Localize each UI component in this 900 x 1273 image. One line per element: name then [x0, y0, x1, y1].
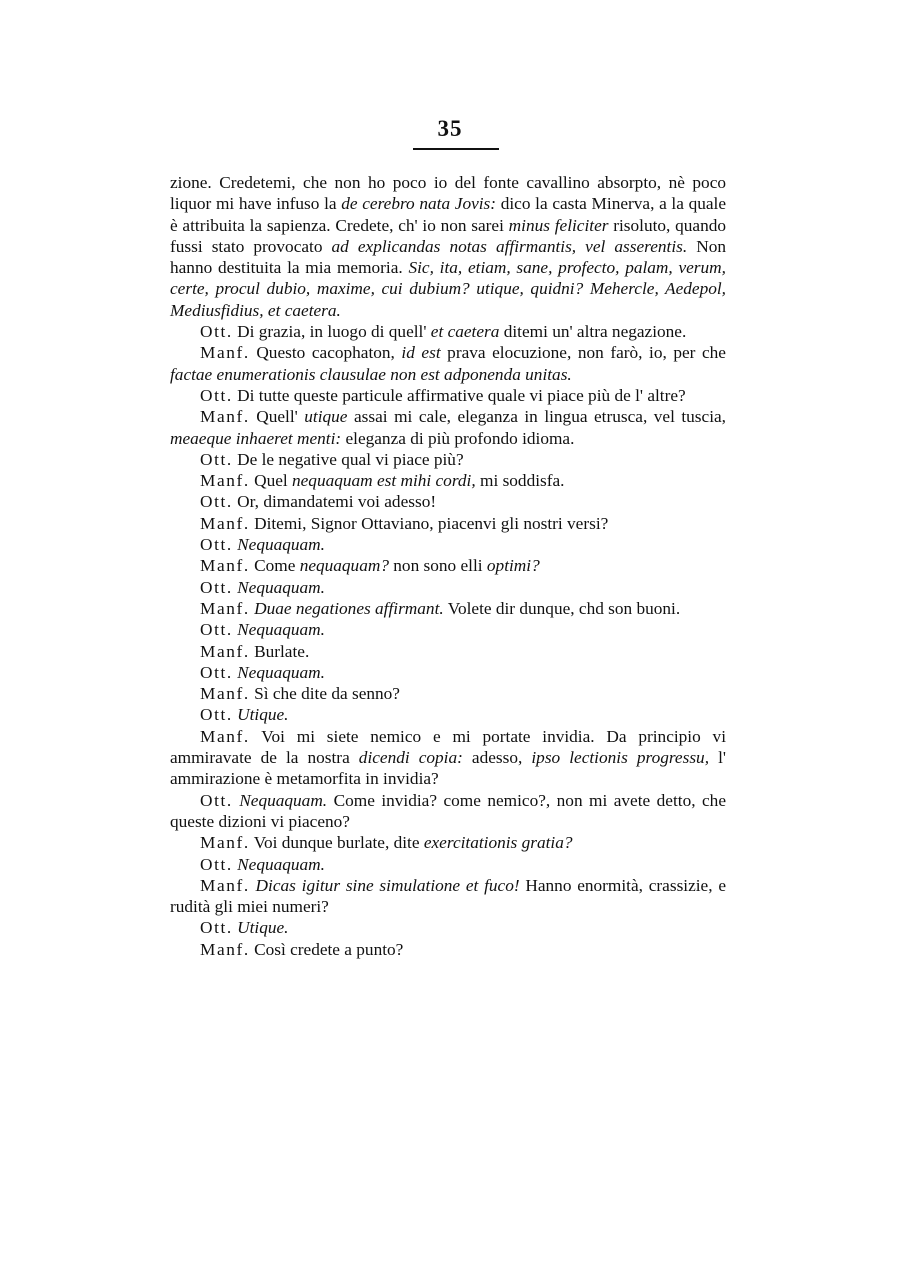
dialogue-line — [170, 641, 726, 662]
text-segment: mi soddisfa. — [475, 471, 565, 491]
italic-text: Nequaquam. — [239, 790, 328, 810]
text-segment: De le negative qual vi piace più? — [232, 449, 464, 469]
italic-text: meaeque inhaeret menti: — [170, 428, 342, 448]
dialogue-line — [170, 939, 726, 960]
text-segment: Quel — [249, 471, 292, 491]
dialogue-line — [170, 704, 726, 725]
italic-text: Nequaquam. — [237, 662, 325, 682]
speaker-name: Ott. — [200, 577, 233, 597]
italic-text: Utique. — [237, 918, 289, 938]
speaker-name: Ott. — [200, 385, 233, 405]
italic-text: de cerebro nata Jovis: — [341, 194, 497, 214]
dialogue-line — [170, 726, 726, 790]
text-segment: Così credete a punto? — [249, 939, 404, 959]
italic-text: Nequaquam. — [237, 854, 325, 874]
header-rule — [413, 148, 499, 150]
speaker-name: Ott. — [200, 662, 233, 682]
italic-text: Nequaquam. — [237, 577, 325, 597]
text-segment: zione. Credetemi, che non ho poco io del fonte cavallino absorpto, nè poco liquor mi have infuso la — [170, 173, 726, 214]
text-segment: Volete dir dunque, chd son buoni. — [443, 598, 681, 618]
text-segment: non sono elli — [388, 556, 487, 576]
text-segment: Hanno enormità, crassizie, e rudità gli miei numeri? — [170, 875, 726, 917]
text-segment: Sì che dite da senno? — [249, 684, 400, 704]
italic-text: Dicas igitur sine simulatione et fuco! — [255, 875, 520, 895]
dialogue-line — [170, 598, 726, 619]
italic-text: nequaquam est mihi cordi, — [292, 471, 476, 491]
italic-text: dicendi copia: — [358, 748, 463, 768]
speaker-name: Manf. — [200, 513, 250, 533]
speaker-name: Manf. — [200, 684, 250, 704]
dialogue-line — [170, 619, 726, 640]
dialogue-line — [170, 683, 726, 704]
speaker-name: Manf. — [200, 556, 250, 576]
text-segment: l' ammirazione è metamorfita in invidia? — [170, 748, 726, 789]
dialogue-line — [170, 534, 726, 555]
text-segment: Questo cacophaton, — [249, 343, 402, 363]
text-segment: ditemi un' altra negazione. — [499, 322, 687, 342]
dialogue-line — [170, 854, 726, 875]
italic-text: factae enumerationis clausulae non est adponenda unitas. — [170, 364, 572, 384]
speaker-name: Ott. — [200, 705, 233, 725]
dialogue-line — [170, 832, 726, 853]
dialogue-line — [170, 342, 726, 385]
speaker-name: Manf. — [200, 641, 250, 661]
speaker-name: Ott. — [200, 322, 233, 342]
speaker-name: Manf. — [200, 343, 250, 363]
text-segment: Di tutte queste particule affirmative quale vi piace più de l' altre? — [232, 385, 686, 405]
text-segment: Come — [249, 556, 300, 576]
dialogue-line — [170, 917, 726, 938]
text-segment: assai mi cale, eleganza in lingua etrusca, vel tuscia, — [347, 407, 726, 427]
italic-text: Nequaquam. — [237, 535, 325, 555]
speaker-name: Ott. — [200, 854, 233, 874]
dialogue-line — [170, 513, 726, 534]
speaker-name: Manf. — [200, 471, 250, 491]
text-segment: prava elocuzione, non farò, io, per che — [440, 343, 726, 363]
dialogue-line — [170, 577, 726, 598]
dialogue-line — [170, 385, 726, 406]
dialogue-line — [170, 555, 726, 576]
dialogue-line — [170, 321, 726, 342]
speaker-name: Manf. — [200, 875, 250, 895]
text-segment: Voi dunque burlate, dite — [249, 833, 424, 853]
italic-text: id est — [401, 343, 441, 363]
speaker-name: Ott. — [200, 535, 233, 555]
dialogue-line — [170, 470, 726, 491]
text-segment: Non hanno destituita la mia memoria. — [170, 236, 726, 278]
speaker-name: Manf. — [200, 726, 250, 746]
text-segment: dico la casta Minerva, a la quale è attribuita la sapienza. Credete, ch' io non sarei — [170, 194, 727, 235]
speaker-name: Manf. — [200, 598, 250, 618]
speaker-name: Manf. — [200, 939, 250, 959]
speaker-name: Manf. — [200, 833, 250, 853]
text-segment: risoluto, quando fussi stato provocato — [170, 215, 726, 256]
dialogue-line — [170, 406, 726, 449]
speaker-name: Ott. — [200, 620, 233, 640]
text-segment: Di grazia, in luogo di quell' — [232, 322, 431, 342]
dialogue-line — [170, 491, 726, 512]
italic-text: et caetera — [430, 322, 500, 342]
speaker-name: Ott. — [200, 790, 233, 810]
dialogue-line — [170, 662, 726, 683]
italic-text: optimi? — [486, 556, 540, 576]
speaker-name: Ott. — [200, 449, 233, 469]
text-segment: eleganza di più profondo idioma. — [341, 428, 575, 448]
page-number: 35 — [437, 116, 463, 141]
italic-text: minus feliciter — [508, 215, 609, 235]
italic-text: ad explicandas notas affirmantis, vel asserentis. — [331, 236, 688, 256]
italic-text: ipso lectionis progressu, — [531, 748, 710, 768]
dialogue-line — [170, 790, 726, 833]
dialogue-line — [170, 875, 726, 918]
text-segment: Voi mi siete nemico e mi portate invidia. Da principio vi ammiravate de la nostra — [170, 726, 726, 768]
text-segment: Come invidia? come nemico?, non mi avete detto, che queste dizioni vi piaceno? — [170, 790, 726, 831]
italic-text: nequaquam? — [299, 556, 389, 576]
italic-text: Sic, ita, etiam, sane, profecto, palam, verum, certe, procul dubio, maxime, cui dubium? utique, quidni? Mehercle, Aedepol, Mediusfidius, et caetera. — [170, 258, 726, 320]
speaker-name: Manf. — [200, 407, 250, 427]
text-segment: Ditemi, Signor Ottaviano, piacenvi gli nostri versi? — [249, 513, 609, 533]
text-segment: Quell' — [249, 407, 305, 427]
body-text — [170, 172, 726, 960]
italic-text: exercitationis gratia? — [423, 833, 573, 853]
text-segment: adesso, — [462, 748, 532, 768]
intro-paragraph — [170, 172, 726, 321]
text-segment: Or, dimandatemi voi adesso! — [232, 492, 437, 512]
text-segment: Burlate. — [249, 641, 310, 661]
italic-text: Nequaquam. — [237, 620, 325, 640]
italic-text: Duae negationes affirmant. — [254, 598, 444, 618]
speaker-name: Ott. — [200, 492, 233, 512]
dialogue-line — [170, 449, 726, 470]
speaker-name: Ott. — [200, 918, 233, 938]
italic-text: Utique. — [237, 705, 289, 725]
italic-text: utique — [304, 407, 348, 427]
